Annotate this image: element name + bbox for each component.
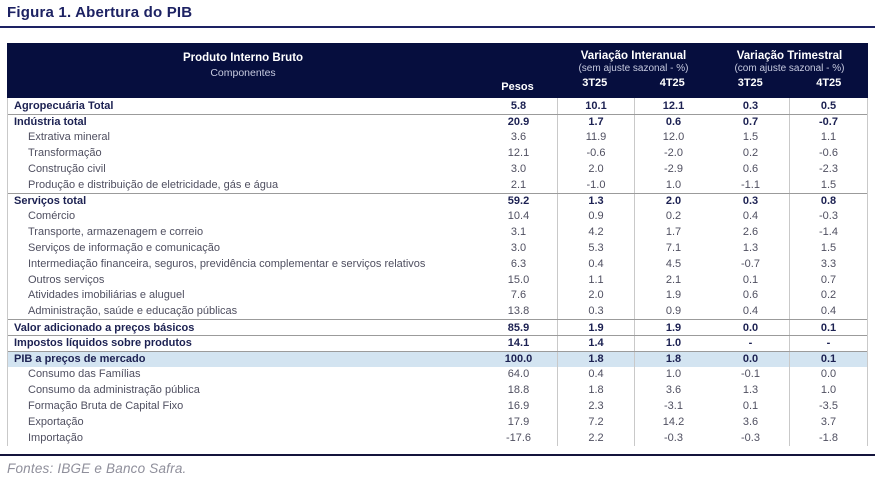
- pib-table: [7, 43, 868, 446]
- row-label: Exportação: [28, 415, 84, 428]
- row-value: 1.0: [634, 367, 712, 383]
- row-value: 1.3: [742, 242, 759, 255]
- footer-rule: [0, 454, 875, 456]
- row-value: 1.8: [557, 352, 634, 367]
- row-value: 4.5: [634, 256, 712, 272]
- table-row: [8, 177, 867, 193]
- row-value: 11.9: [557, 130, 634, 146]
- row-value: 0.6: [634, 115, 712, 130]
- table-row: [8, 414, 867, 430]
- table-body: [7, 98, 868, 446]
- table-row: [8, 256, 867, 272]
- row-value: 1.4: [557, 336, 634, 351]
- row-value: -3.5: [789, 398, 867, 414]
- row-value: -17.6: [505, 431, 532, 444]
- row-value: 10.4: [507, 210, 530, 223]
- row-value: 0.9: [557, 209, 634, 225]
- row-value: 0.1: [789, 320, 867, 335]
- row-label: Serviços de informação e comunicação: [28, 242, 220, 255]
- row-value: 1.8: [634, 352, 712, 367]
- row-value: 0.2: [742, 147, 759, 160]
- row-value: -: [789, 336, 867, 351]
- group-trimestral-subcols: [711, 77, 868, 89]
- table-row: [8, 98, 867, 114]
- header-components-title: Produto Interno Bruto: [182, 52, 304, 64]
- table-row: [8, 367, 867, 383]
- row-value: 3.6: [742, 415, 759, 428]
- group-interanual-subtitle: (sem ajuste sazonal - %): [578, 63, 689, 74]
- row-value: 1.9: [634, 288, 712, 304]
- row-value: 3.3: [789, 256, 867, 272]
- row-value: -1.0: [557, 177, 634, 193]
- row-value: 12.1: [507, 147, 530, 160]
- table-row: [8, 351, 867, 367]
- row-value: 2.3: [557, 398, 634, 414]
- row-value: 16.9: [507, 400, 530, 413]
- row-value: 2.0: [557, 288, 634, 304]
- title-underline: [0, 26, 875, 28]
- table-row: [8, 145, 867, 161]
- row-value: 3.6: [634, 382, 712, 398]
- row-value: 1.5: [742, 131, 759, 144]
- subcol-label: 3T25: [582, 77, 608, 89]
- row-value: 1.0: [634, 336, 712, 351]
- table-row: [8, 114, 867, 130]
- row-value: 1.1: [789, 130, 867, 146]
- row-label: Intermediação financeira, seguros, previdência complementar e serviços relativos: [28, 257, 426, 270]
- row-label: Comércio: [28, 210, 76, 223]
- row-label: Valor adicionado a preços básicos: [14, 321, 195, 334]
- row-value: 6.3: [510, 257, 527, 270]
- row-value: 0.8: [789, 194, 867, 209]
- row-value: 0.4: [742, 210, 759, 223]
- group-interanual-subcols: [556, 77, 711, 89]
- row-value: 0.4: [557, 256, 634, 272]
- group-interanual-title: Variação Interanual: [580, 50, 687, 62]
- row-value: -0.7: [741, 257, 760, 270]
- row-value: -0.6: [557, 145, 634, 161]
- table-row: [8, 130, 867, 146]
- row-value: 7.6: [510, 289, 527, 302]
- row-value: 18.8: [507, 384, 530, 397]
- row-value: 0.3: [742, 195, 759, 208]
- row-value: 0.0: [742, 321, 759, 334]
- row-value: 0.0: [742, 353, 759, 366]
- row-value: 20.9: [507, 116, 530, 129]
- row-value: 12.1: [634, 98, 712, 114]
- row-value: -0.3: [741, 431, 760, 444]
- row-value: 0.2: [789, 288, 867, 304]
- row-value: 13.8: [507, 305, 530, 318]
- table-row: [8, 430, 867, 446]
- source-note: Fontes: IBGE e Banco Safra.: [7, 461, 187, 476]
- row-value: 64.0: [507, 368, 530, 381]
- row-value: 0.1: [789, 352, 867, 367]
- row-value: 1.5: [789, 240, 867, 256]
- row-value: 14.2: [634, 414, 712, 430]
- row-value: 12.0: [634, 130, 712, 146]
- table-row: [8, 209, 867, 225]
- row-value: 59.2: [507, 195, 530, 208]
- row-value: 3.0: [510, 242, 527, 255]
- row-label: Agropecuária Total: [14, 99, 114, 112]
- row-value: -0.3: [634, 430, 712, 446]
- group-trimestral-title: Variação Trimestral: [736, 50, 843, 62]
- row-value: 0.3: [557, 303, 634, 319]
- row-value: -: [748, 337, 753, 350]
- row-value: 0.7: [789, 272, 867, 288]
- row-value: 2.0: [634, 194, 712, 209]
- table-row: [8, 224, 867, 240]
- row-value: -1.8: [789, 430, 867, 446]
- row-value: 0.1: [742, 273, 759, 286]
- row-value: 100.0: [504, 353, 533, 366]
- header-group-trimestral: [711, 43, 868, 98]
- row-label: Administração, saúde e educação públicas: [28, 305, 238, 318]
- row-value: 0.4: [789, 303, 867, 319]
- row-value: 1.1: [557, 272, 634, 288]
- row-label: Construção civil: [28, 163, 106, 176]
- row-value: 0.4: [742, 305, 759, 318]
- row-value: 2.1: [510, 178, 527, 191]
- row-value: 4.2: [557, 224, 634, 240]
- row-value: -0.1: [741, 368, 760, 381]
- row-value: -0.7: [789, 115, 867, 130]
- row-value: 10.1: [557, 98, 634, 114]
- row-value: 0.3: [742, 99, 759, 112]
- row-value: 3.1: [510, 226, 527, 239]
- subcol-label: 3T25: [737, 77, 763, 89]
- row-value: -2.3: [789, 161, 867, 177]
- row-value: -2.9: [634, 161, 712, 177]
- row-value: 3.0: [510, 163, 527, 176]
- row-value: 1.7: [634, 224, 712, 240]
- header-group-interanual: [556, 43, 711, 98]
- row-value: 5.3: [557, 240, 634, 256]
- row-value: 14.1: [507, 337, 530, 350]
- row-label: Atividades imobiliárias e aluguel: [28, 289, 185, 302]
- row-value: 1.0: [789, 382, 867, 398]
- row-value: 7.2: [557, 414, 634, 430]
- row-value: 2.6: [742, 226, 759, 239]
- row-value: 85.9: [507, 321, 530, 334]
- row-value: 2.2: [557, 430, 634, 446]
- row-label: Outros serviços: [28, 273, 105, 286]
- row-value: 0.9: [634, 303, 712, 319]
- row-value: 1.8: [557, 382, 634, 398]
- row-value: -2.0: [634, 145, 712, 161]
- table-row: [8, 272, 867, 288]
- row-label: Indústria total: [14, 116, 87, 129]
- header-components: [7, 43, 479, 98]
- row-value: 5.8: [510, 99, 527, 112]
- row-value: 3.6: [510, 131, 527, 144]
- table-row: [8, 319, 867, 335]
- row-label: Extrativa mineral: [28, 131, 110, 144]
- row-value: 1.9: [557, 320, 634, 335]
- row-label: Consumo das Famílias: [28, 368, 141, 381]
- row-value: 3.7: [789, 414, 867, 430]
- row-value: 0.4: [557, 367, 634, 383]
- row-value: 2.0: [557, 161, 634, 177]
- row-label: PIB a preços de mercado: [14, 353, 146, 366]
- table-row: [8, 288, 867, 304]
- row-value: 15.0: [507, 273, 530, 286]
- group-trimestral-subtitle: (com ajuste sazonal - %): [734, 63, 845, 74]
- row-value: -3.1: [634, 398, 712, 414]
- row-value: 1.0: [634, 177, 712, 193]
- row-value: 0.0: [789, 367, 867, 383]
- subcol-label: 4T25: [816, 77, 842, 89]
- row-value: -1.1: [741, 178, 760, 191]
- row-value: 0.6: [742, 289, 759, 302]
- table-row: [8, 382, 867, 398]
- table-row: [8, 398, 867, 414]
- row-value: 17.9: [507, 415, 530, 428]
- row-value: -0.6: [789, 145, 867, 161]
- row-label: Transformação: [28, 147, 102, 160]
- row-value: 0.1: [742, 400, 759, 413]
- row-value: 1.9: [634, 320, 712, 335]
- row-value: 0.6: [742, 163, 759, 176]
- table-row: [8, 161, 867, 177]
- row-label: Consumo da administração pública: [28, 384, 200, 397]
- row-value: 1.7: [557, 115, 634, 130]
- table-header: [7, 43, 868, 98]
- row-value: 0.7: [742, 116, 759, 129]
- row-label: Formação Bruta de Capital Fixo: [28, 400, 184, 413]
- row-value: 0.2: [634, 209, 712, 225]
- page-title: Figura 1. Abertura do PIB: [7, 4, 193, 21]
- row-value: 2.1: [634, 272, 712, 288]
- row-label: Serviços total: [14, 195, 87, 208]
- row-value: 7.1: [634, 240, 712, 256]
- table-row: [8, 193, 867, 209]
- table-row: [8, 303, 867, 319]
- row-label: Importação: [28, 431, 84, 444]
- row-value: 0.5: [789, 98, 867, 114]
- row-value: -1.4: [789, 224, 867, 240]
- row-label: Impostos líquidos sobre produtos: [14, 337, 192, 350]
- header-pesos: [479, 43, 556, 98]
- table-row: [8, 240, 867, 256]
- table-row: [8, 335, 867, 351]
- row-label: Produção e distribuição de eletricidade, gás e água: [28, 178, 279, 191]
- row-value: 1.3: [742, 384, 759, 397]
- row-value: -0.3: [789, 209, 867, 225]
- header-components-subtitle: Componentes: [210, 67, 276, 79]
- subcol-label: 4T25: [659, 77, 685, 89]
- row-value: 1.5: [789, 177, 867, 193]
- header-pesos-label: Pesos: [501, 81, 534, 93]
- row-value: 1.3: [557, 194, 634, 209]
- row-label: Transporte, armazenagem e correio: [28, 226, 204, 239]
